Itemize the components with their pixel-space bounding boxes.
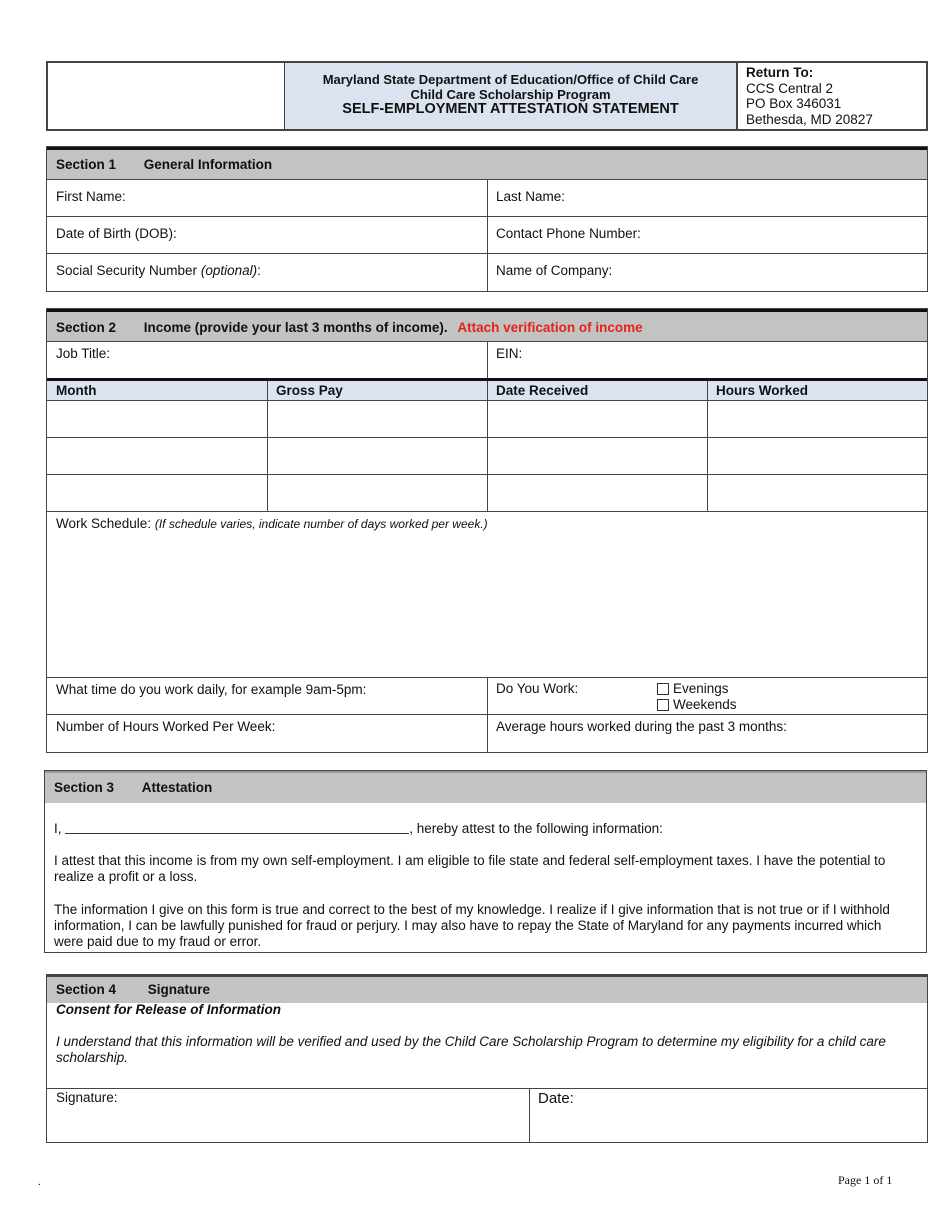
col-month: Month	[56, 383, 97, 398]
section-2-header	[47, 309, 927, 342]
ssn-field[interactable]	[47, 254, 487, 291]
month-cell[interactable]	[47, 401, 267, 438]
table-row	[47, 474, 927, 512]
phone-label: Contact Phone Number:	[496, 226, 641, 241]
section-title: General Information	[143, 157, 273, 172]
section-1	[46, 146, 928, 292]
section-title: Income (provide your last 3 months of income).	[143, 320, 448, 335]
weekends-checkbox[interactable]	[657, 699, 669, 711]
col-date-received: Date Received	[496, 383, 589, 398]
signature-field[interactable]	[47, 1089, 529, 1143]
return-address	[738, 63, 926, 129]
title-block	[284, 63, 738, 129]
hours-worked-cell[interactable]	[707, 401, 927, 438]
first-name-label: First Name:	[56, 189, 126, 204]
last-name-label: Last Name:	[496, 189, 566, 204]
month-cell[interactable]	[47, 475, 267, 512]
table-row	[47, 400, 927, 438]
program-name: Child Care Scholarship Program	[410, 87, 611, 102]
work-schedule-note: (If schedule varies, indicate number of days worked per week.)	[154, 517, 488, 531]
section-number: Section 1	[56, 157, 117, 172]
evenings-label: Evenings	[673, 681, 729, 696]
date-received-cell[interactable]	[487, 438, 707, 475]
consent-title: Consent for Release of Information	[56, 1002, 282, 1017]
dob-label: Date of Birth (DOB):	[56, 226, 177, 241]
evenings-option[interactable]	[657, 681, 737, 697]
date-field[interactable]	[529, 1089, 927, 1143]
row-time-days	[47, 677, 927, 715]
section-title: Signature	[147, 982, 211, 997]
date-label: Date:	[538, 1090, 574, 1107]
consent-text: I understand that this information will be verified and used by the Child Care Scholarship Program to determine my eligibility for a child care scholarship.	[56, 1034, 886, 1065]
company-label: Name of Company:	[496, 263, 613, 278]
row-dob-phone	[47, 216, 927, 254]
work-schedule-label: Work Schedule:	[56, 516, 152, 531]
first-name-field[interactable]	[47, 180, 487, 217]
return-to-label: Return To:	[746, 65, 814, 80]
do-you-work-label: Do You Work:	[496, 681, 579, 696]
ssn-colon: :	[257, 263, 261, 278]
company-field[interactable]	[487, 254, 927, 291]
hours-per-week-field[interactable]	[47, 715, 487, 752]
date-received-cell[interactable]	[487, 475, 707, 512]
return-line: Bethesda, MD 20827	[746, 111, 873, 127]
do-you-work-group	[487, 678, 927, 715]
daily-time-field[interactable]	[47, 678, 487, 715]
row-names	[47, 179, 927, 217]
job-title-label: Job Title:	[56, 346, 111, 361]
return-line: PO Box 346031	[746, 96, 842, 111]
work-schedule-field[interactable]	[47, 511, 927, 678]
weekends-option[interactable]	[657, 697, 737, 713]
last-name-field[interactable]	[487, 180, 927, 217]
gross-pay-cell[interactable]	[267, 475, 487, 512]
form-title: SELF-EMPLOYMENT ATTESTATION STATEMENT	[342, 101, 679, 117]
dob-field[interactable]	[47, 217, 487, 254]
gross-pay-cell[interactable]	[267, 401, 487, 438]
evenings-checkbox[interactable]	[657, 683, 669, 695]
row-hours	[47, 714, 927, 752]
ein-label: EIN:	[496, 346, 523, 361]
avg-hours-label: Average hours worked during the past 3 months:	[496, 719, 787, 734]
section-4	[46, 974, 928, 1143]
date-received-cell[interactable]	[487, 401, 707, 438]
section-3-header	[45, 771, 926, 803]
page-number: Page 1 of 1	[838, 1173, 893, 1187]
section-3	[44, 770, 927, 953]
hours-worked-cell[interactable]	[707, 438, 927, 475]
month-cell[interactable]	[47, 438, 267, 475]
col-hours-worked: Hours Worked	[716, 383, 809, 398]
section-number: Section 2	[56, 320, 117, 335]
row-ssn-company	[47, 253, 927, 291]
section-title: Attestation	[141, 780, 213, 795]
avg-hours-field[interactable]	[487, 715, 927, 752]
income-table-header	[47, 378, 927, 401]
col-gross-pay: Gross Pay	[276, 383, 343, 398]
row-signature	[47, 1088, 927, 1143]
hours-per-week-label: Number of Hours Worked Per Week:	[56, 719, 276, 734]
weekends-label: Weekends	[673, 697, 737, 712]
ssn-label: Social Security Number	[56, 263, 198, 278]
attest-paragraph-2: The information I give on this form is true and correct to the best of my knowledge. I realize if I give information that is not true or if I withhold information, I can be lawfully punished for fraud or perjury. I may also have to repay the State of Maryland for any payments incurred which were paid due to my fraud or error.	[54, 902, 890, 949]
ein-field[interactable]	[487, 342, 927, 379]
attest-line	[54, 821, 663, 836]
attest-prefix: I,	[54, 821, 62, 836]
attest-suffix: , hereby attest to the following information:	[409, 821, 663, 836]
section-number: Section 3	[54, 780, 115, 795]
footer-dot: .	[38, 1176, 41, 1188]
section-1-header	[47, 147, 927, 180]
agency-name: Maryland State Department of Education/Office of Child Care	[322, 72, 699, 87]
form-header	[46, 61, 928, 131]
ssn-optional: (optional)	[200, 263, 258, 278]
section-number: Section 4	[56, 982, 117, 997]
table-row	[47, 437, 927, 475]
daily-time-label: What time do you work daily, for example 9am-5pm:	[56, 682, 367, 697]
gross-pay-cell[interactable]	[267, 438, 487, 475]
attest-name-input[interactable]	[65, 821, 409, 834]
job-title-field[interactable]	[47, 342, 487, 379]
section-2	[46, 308, 928, 753]
hours-worked-cell[interactable]	[707, 475, 927, 512]
logo-area	[48, 63, 285, 129]
signature-label: Signature:	[56, 1090, 118, 1105]
phone-field[interactable]	[487, 217, 927, 254]
row-job-ein	[47, 341, 927, 379]
attest-paragraph-1: I attest that this income is from my own self-employment. I am eligible to file state and federal self-employment taxes. I have the potential to realize a profit or a loss.	[54, 853, 886, 884]
section-4-header	[47, 975, 927, 1003]
attach-note: Attach verification of income	[457, 320, 643, 335]
return-line: CCS Central 2	[746, 80, 834, 96]
